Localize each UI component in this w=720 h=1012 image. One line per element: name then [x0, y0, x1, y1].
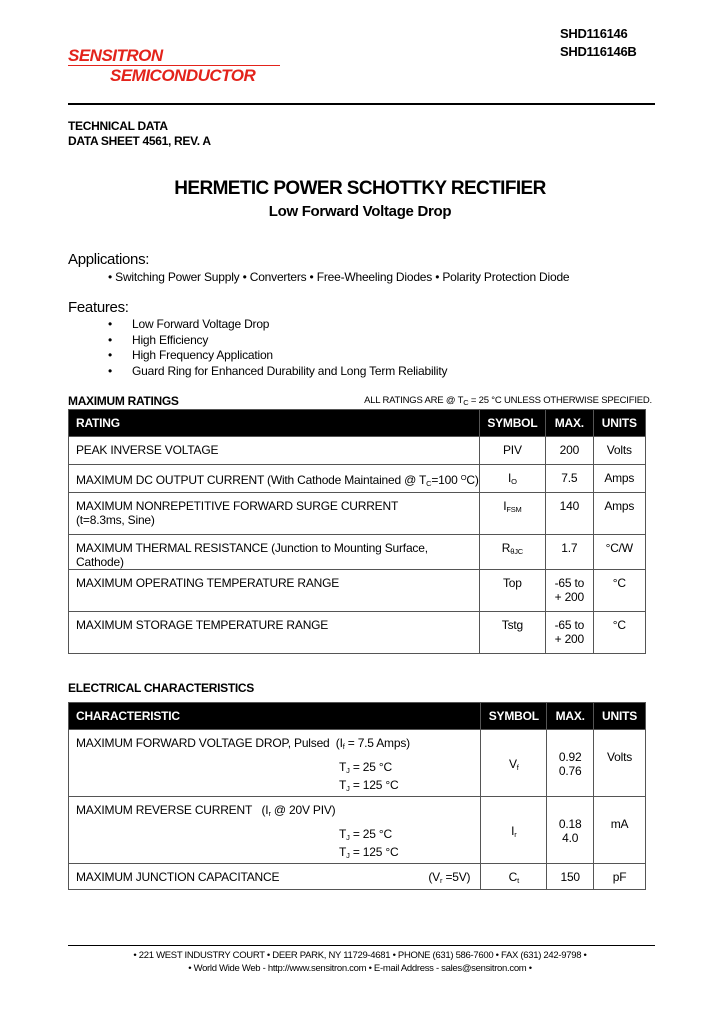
rating-cell: MAXIMUM STORAGE TEMPERATURE RANGE: [69, 612, 480, 654]
company-logo: [68, 46, 255, 86]
table-row: [69, 730, 646, 797]
symbol-cell: $I_O$: [479, 465, 545, 493]
characteristic-cell: MAXIMUM FORWARD VOLTAGE DROP, Pulsed ($I_f = 7.5$ Amps) $T_J = 25$ °C $T_J = 125$ °C: [69, 730, 481, 797]
logo-line-1: SENSITRON: [68, 46, 163, 65]
max-cell: 150: [547, 864, 594, 890]
rating-cell: PEAK INVERSE VOLTAGE: [69, 437, 480, 465]
applications-list: • Switching Power Supply • Converters • Free-Wheeling Diodes • Polarity Protection Diode: [108, 270, 570, 284]
units-cell: Volts: [594, 730, 646, 797]
part-number-2: SHD116146B: [560, 44, 637, 59]
table-row: [69, 493, 646, 535]
table-row: [69, 612, 646, 654]
table-header-row: [69, 703, 646, 730]
table-row: [69, 864, 646, 890]
feature-item: • Guard Ring for Enhanced Durability and Long Term Reliability: [108, 363, 448, 378]
symbol-cell: PIV: [479, 437, 545, 465]
table-row: [69, 797, 646, 864]
units-cell: °C: [593, 570, 645, 612]
electrical-heading: ELECTRICAL CHARACTERISTICS: [68, 681, 254, 695]
max-cell: -65 to + 200: [546, 570, 593, 612]
footer-contact: • World Wide Web - http://www.sensitron.com • E-mail Address - sales@sensitron.com •: [188, 963, 532, 974]
part-numbers: [560, 25, 637, 61]
electrical-characteristics-table: [68, 702, 646, 890]
header-max: MAX.: [547, 703, 594, 730]
logo-underline: [68, 65, 280, 66]
document-subtitle: Low Forward Voltage Drop: [268, 203, 452, 220]
symbol-cell: $C_t$: [481, 864, 547, 890]
symbol-cell: $I_{FSM}$: [479, 493, 545, 535]
table-row: [69, 465, 646, 493]
footer-address: • 221 WEST INDUSTRY COURT • DEER PARK, NY 11729-4681 • PHONE (631) 586-7600 • FAX (631) 242-9798 •: [133, 950, 587, 961]
max-cell: 140: [546, 493, 593, 535]
table-row: [69, 437, 646, 465]
header-characteristic: CHARACTERISTIC: [69, 703, 481, 730]
bullet-icon: •: [108, 348, 113, 362]
symbol-cell: $I_r$: [481, 797, 547, 864]
feature-item: • Low Forward Voltage Drop: [108, 317, 270, 331]
logo-line-2: SEMICONDUCTOR: [110, 66, 256, 85]
units-cell: °C: [593, 612, 645, 654]
bullet-icon: •: [108, 332, 113, 347]
units-cell: °C/W: [593, 535, 645, 570]
characteristic-cell: MAXIMUM REVERSE CURRENT ($I_r$ @ 20V PIV) $T_J = 25$ °C $T_J = 125$ °C: [69, 797, 481, 864]
technical-data-label: TECHNICAL DATA: [68, 119, 168, 133]
max-cell: 7.5: [546, 465, 593, 493]
max-cell: 0.92 0.76: [547, 730, 594, 797]
header-rating: RATING: [69, 410, 480, 437]
units-cell: Amps: [593, 493, 645, 535]
max-ratings-heading: MAXIMUM RATINGS: [68, 394, 179, 408]
rating-cell: MAXIMUM OPERATING TEMPERATURE RANGE: [69, 570, 480, 612]
max-cell: 200: [546, 437, 593, 465]
rating-cell: MAXIMUM NONREPETITIVE FORWARD SURGE CURRENT (t=8.3ms, Sine): [69, 493, 480, 535]
units-cell: Volts: [593, 437, 645, 465]
units-cell: mA: [594, 797, 646, 864]
part-number-1: SHD116146: [560, 26, 628, 41]
header-divider: [68, 103, 655, 105]
characteristic-cell: MAXIMUM JUNCTION CAPACITANCE $(V_r =5V)$: [69, 864, 481, 890]
units-cell: pF: [594, 864, 646, 890]
max-cell: -65 to + 200: [546, 612, 593, 654]
datasheet-revision: DATA SHEET 4561, REV. A: [68, 134, 211, 148]
features-list: [108, 317, 447, 379]
max-ratings-table: [68, 409, 646, 654]
features-heading: Features:: [68, 299, 129, 316]
header-symbol: SYMBOL: [481, 703, 547, 730]
header-units: UNITS: [594, 703, 646, 730]
rating-cell: MAXIMUM DC OUTPUT CURRENT (With Cathode Maintained @ $T_C=100$ $^O$C): [69, 465, 480, 493]
rating-cell: MAXIMUM THERMAL RESISTANCE (Junction to Mounting Surface, Cathode): [69, 535, 480, 570]
feature-item: • High Frequency Application: [108, 348, 273, 362]
feature-item: • High Efficiency: [108, 332, 209, 347]
max-cell: 0.18 4.0: [547, 797, 594, 864]
header-symbol: SYMBOL: [479, 410, 545, 437]
technical-data-block: [68, 119, 211, 149]
table-header-row: [69, 410, 646, 437]
table-row: [69, 535, 646, 570]
applications-heading: Applications:: [68, 251, 150, 268]
bullet-icon: •: [108, 317, 113, 331]
symbol-cell: Tstg: [479, 612, 545, 654]
header-max: MAX.: [546, 410, 593, 437]
footer-divider: [68, 945, 655, 946]
bullet-icon: •: [108, 363, 113, 378]
symbol-cell: $R_{\theta JC}$: [479, 535, 545, 570]
header-units: UNITS: [593, 410, 645, 437]
symbol-cell: $V_f$: [481, 730, 547, 797]
max-cell: 1.7: [546, 535, 593, 570]
document-title: HERMETIC POWER SCHOTTKY RECTIFIER: [174, 178, 546, 199]
symbol-cell: Top: [479, 570, 545, 612]
table-row: [69, 570, 646, 612]
units-cell: Amps: [593, 465, 645, 493]
ratings-conditions-note: ALL RATINGS ARE @ $T_C = 25$ °C UNLESS OTHERWISE SPECIFIED.: [364, 395, 652, 407]
